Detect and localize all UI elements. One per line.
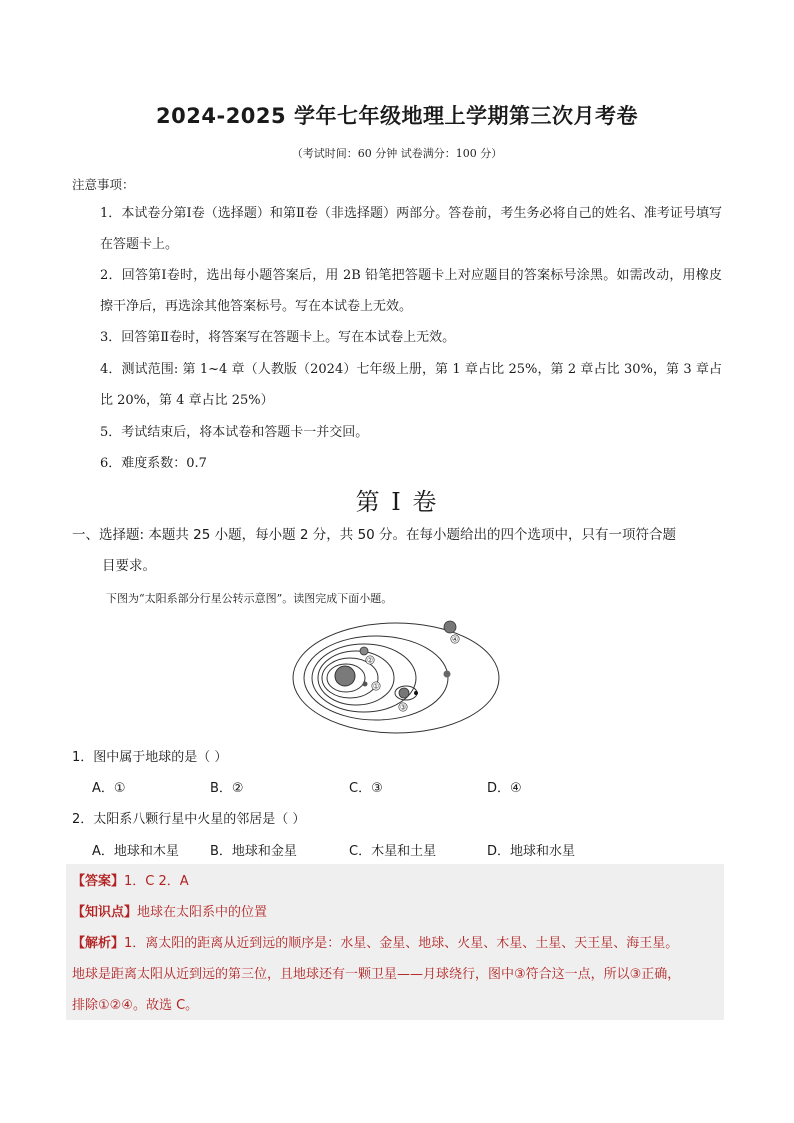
planet-2-icon [360, 647, 368, 655]
section-heading: 第 I 卷 [355, 488, 439, 516]
notice-item-6: 6．难度系数：0.7 [100, 456, 207, 471]
question-1-stem: 1．图中属于地球的是（ ） [72, 750, 228, 765]
exam-subtitle: （考试时间：60 分钟 试卷满分：100 分） [291, 147, 503, 160]
orbit-5 [304, 636, 448, 720]
question-2-option-a[interactable]: A．地球和木星 [92, 844, 179, 859]
knowledge-line [72, 897, 722, 928]
multiple-choice-instructions [72, 520, 728, 582]
sun-icon [335, 666, 355, 686]
planet-1-icon [363, 682, 368, 687]
notice-item-2: 2．回答第Ⅰ卷时，选出每小题答案后，用 2B 铅笔把答题卡上对应题目的答案标号涂黑。如需改动，用橡皮擦干净后，再选涂其他答案标号。写在本试卷上无效。 [100, 268, 722, 314]
label-3: ③ [399, 703, 407, 712]
exam-title: 2024-2025 学年七年级地理上学期第三次月考卷 [156, 104, 638, 128]
label-1: ① [372, 682, 380, 691]
analysis-line-2: 地球是距离太阳从近到远的第三位，且地球还有一颗卫星——月球绕行，图中③符合这一点，所以③正确， [72, 967, 681, 982]
answer-line [72, 866, 722, 897]
notice-item-5: 5．考试结束后，将本试卷和答题卡一并交回。 [100, 425, 369, 440]
label-4: ④ [451, 635, 459, 644]
instructions-line-1: 一、选择题: 本题共 25 小题，每小题 2 分，共 50 分。在每小题给出的四个选项中，只有一项符合题 [72, 527, 677, 543]
orbit-3 [318, 651, 394, 705]
planet-3-icon [399, 688, 409, 698]
solar-system-orbit-diagram [290, 612, 502, 738]
notice-item-3: 3．回答第Ⅱ卷时，将答案写在答题卡上。写在本试卷上无效。 [100, 330, 456, 345]
question-2-option-c[interactable]: C．木星和土星 [349, 844, 437, 859]
question-2-stem: 2．太阳系八颗行星中火星的邻居是（ ） [72, 812, 306, 827]
question-2-option-b[interactable]: B．地球和金星 [210, 844, 297, 859]
question-1-option-a[interactable]: A．① [92, 781, 126, 796]
analysis-line-3: 排除①②④。故选 C。 [72, 998, 199, 1013]
planet-5-icon [444, 671, 451, 678]
notice-item-1: 1．本试卷分第Ⅰ卷（选择题）和第Ⅱ卷（非选择题）两部分。答卷前，考生务必将自己的姓名、准考证号填写在答题卡上。 [100, 206, 722, 252]
question-1-option-b[interactable]: B．② [210, 781, 244, 796]
knowledge-text: 地球在太阳系中的位置 [137, 905, 268, 920]
answer-tag: 【答案】 [72, 874, 125, 889]
question-2-option-d[interactable]: D．地球和水星 [487, 844, 576, 859]
analysis-text-1: 1．离太阳的距离从近到远的顺序是：水星、金星、地球、火星、木星、土星、天王星、海王星。 [124, 936, 679, 951]
planet-4-icon [444, 621, 456, 633]
question-1-option-d[interactable]: D．④ [487, 781, 522, 796]
instructions-line-2: 目要求。 [102, 558, 156, 574]
notice-item-4: 4．测试范围: 第 1~4 章（人教版（2024）七年级上册，第 1 章占比 25%，第 2 章占比 30%，第 3 章占比 20%，第 4 章占比 25%） [100, 362, 722, 408]
answer-text: 1．C 2．A [124, 874, 189, 889]
figure-caption: 下图为“太阳系部分行星公转示意图”。读图完成下面小题。 [106, 592, 393, 605]
orbit-outer [293, 623, 499, 733]
analysis-line-1 [72, 928, 722, 959]
analysis-tag: 【解析】 [72, 936, 125, 951]
moon-icon [414, 691, 418, 695]
knowledge-tag: 【知识点】 [72, 905, 138, 920]
question-1-option-c[interactable]: C．③ [349, 781, 383, 796]
notice-heading: 注意事项： [72, 177, 135, 192]
label-2: ② [366, 656, 374, 665]
